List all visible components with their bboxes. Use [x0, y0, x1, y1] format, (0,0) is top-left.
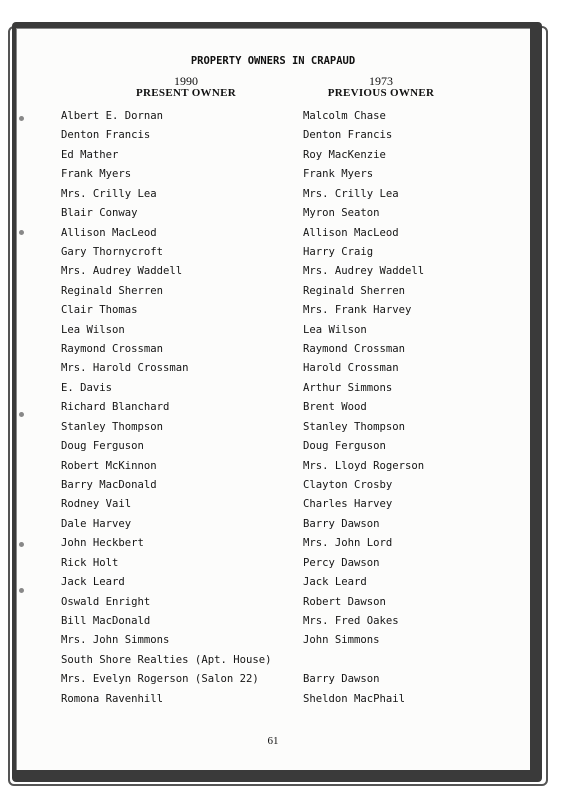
table-row	[16, 188, 530, 207]
table-row	[16, 129, 530, 148]
document-page	[16, 28, 530, 770]
present-owner-cell: Blair Conway	[61, 207, 138, 220]
table-row	[16, 324, 530, 343]
page-number: 61	[267, 735, 279, 747]
previous-owner-cell: Harry Craig	[303, 245, 374, 258]
table-row	[16, 362, 530, 381]
previous-owner-heading: PREVIOUS OWNER	[327, 87, 435, 99]
table-row	[16, 285, 530, 304]
table-row	[16, 673, 530, 692]
table-row	[16, 576, 530, 595]
present-owner-cell: Mrs. Crilly Lea	[61, 187, 157, 200]
owners-table	[16, 110, 530, 712]
present-year: 1990	[174, 74, 198, 88]
table-row	[16, 440, 530, 459]
previous-owner-cell: Allison MacLeod	[303, 226, 399, 239]
previous-year: 1973	[369, 74, 393, 88]
previous-owner-cell: Roy MacKenzie	[303, 148, 386, 161]
present-owner-cell: Allison MacLeod	[61, 226, 157, 239]
previous-owner-cell: Brent Wood	[303, 401, 367, 414]
present-owner-cell: South Shore Realties (Apt. House)	[61, 653, 272, 666]
table-row	[16, 110, 530, 129]
table-row	[16, 460, 530, 479]
page-title: PROPERTY OWNERS IN CRAPAUD	[190, 55, 356, 67]
previous-owner-cell: Percy Dawson	[303, 556, 380, 569]
previous-owner-cell: Mrs. Lloyd Rogerson	[303, 459, 425, 472]
present-owner-cell: Mrs. Audrey Waddell	[61, 265, 183, 278]
previous-owner-cell: Robert Dawson	[303, 595, 386, 608]
present-owner-cell: John Heckbert	[61, 537, 144, 550]
previous-owner-cell: Mrs. Frank Harvey	[303, 304, 412, 317]
previous-owner-cell: Doug Ferguson	[303, 440, 386, 453]
present-owner-cell: Lea Wilson	[61, 323, 125, 336]
present-owner-cell: Oswald Enright	[61, 595, 151, 608]
previous-owner-cell: Myron Seaton	[303, 207, 380, 220]
table-row	[16, 615, 530, 634]
previous-owner-cell: Mrs. John Lord	[303, 537, 393, 550]
present-owner-heading: PRESENT OWNER	[136, 87, 236, 99]
table-row	[16, 149, 530, 168]
table-row	[16, 693, 530, 712]
present-owner-cell: Raymond Crossman	[61, 343, 164, 356]
previous-owner-cell: Frank Myers	[303, 168, 374, 181]
previous-owner-cell: Harold Crossman	[303, 362, 399, 375]
present-owner-cell: Frank Myers	[61, 168, 132, 181]
present-owner-cell: Mrs. Evelyn Rogerson (Salon 22)	[61, 673, 259, 686]
present-owner-cell: Clair Thomas	[61, 304, 138, 317]
present-owner-cell: Doug Ferguson	[61, 440, 144, 453]
present-owner-cell: Ed Mather	[61, 148, 119, 161]
previous-owner-cell: Malcolm Chase	[303, 110, 386, 122]
present-owner-cell: E. Davis	[61, 381, 113, 394]
present-owner-cell: Stanley Thompson	[61, 420, 164, 433]
previous-owner-cell: Arthur Simmons	[303, 381, 393, 394]
present-owner-cell: Rick Holt	[61, 556, 119, 569]
present-owner-cell: Mrs. John Simmons	[61, 634, 170, 647]
previous-owner-cell: Barry Dawson	[303, 673, 380, 686]
previous-owner-cell: Mrs. Fred Oakes	[303, 614, 399, 627]
table-row	[16, 537, 530, 556]
table-row	[16, 207, 530, 226]
present-owner-cell: Jack Leard	[61, 576, 125, 589]
previous-owner-cell: Barry Dawson	[303, 517, 380, 530]
table-row	[16, 557, 530, 576]
table-row	[16, 498, 530, 517]
previous-owner-cell: Sheldon MacPhail	[303, 692, 406, 705]
previous-owner-cell: Mrs. Audrey Waddell	[303, 265, 425, 278]
present-owner-cell: Barry MacDonald	[61, 479, 157, 492]
previous-owner-cell: Lea Wilson	[303, 323, 367, 336]
present-owner-cell: Mrs. Harold Crossman	[61, 362, 189, 375]
present-owner-cell: Romona Ravenhill	[61, 692, 164, 705]
table-row	[16, 227, 530, 246]
table-row	[16, 401, 530, 420]
previous-owner-cell: Denton Francis	[303, 129, 393, 142]
present-owner-cell: Robert McKinnon	[61, 459, 157, 472]
present-owner-cell: Bill MacDonald	[61, 614, 151, 627]
present-owner-cell: Rodney Vail	[61, 498, 132, 511]
table-row	[16, 382, 530, 401]
present-owner-cell: Reginald Sherren	[61, 284, 164, 297]
previous-owner-cell: Clayton Crosby	[303, 479, 393, 492]
table-row	[16, 634, 530, 653]
table-row	[16, 518, 530, 537]
previous-owner-cell: Reginald Sherren	[303, 284, 406, 297]
table-row	[16, 304, 530, 323]
table-row	[16, 479, 530, 498]
previous-owner-cell: Stanley Thompson	[303, 420, 406, 433]
table-row	[16, 421, 530, 440]
present-owner-cell: Richard Blanchard	[61, 401, 170, 414]
previous-owner-cell: Raymond Crossman	[303, 343, 406, 356]
table-row	[16, 168, 530, 187]
table-row	[16, 343, 530, 362]
table-row	[16, 596, 530, 615]
present-owner-cell: Gary Thornycroft	[61, 245, 164, 258]
table-row	[16, 265, 530, 284]
previous-owner-cell: John Simmons	[303, 634, 380, 647]
previous-owner-cell: Mrs. Crilly Lea	[303, 187, 399, 200]
previous-owner-cell: Charles Harvey	[303, 498, 393, 511]
table-row	[16, 654, 530, 673]
previous-owner-cell: Jack Leard	[303, 576, 367, 589]
present-owner-cell: Denton Francis	[61, 129, 151, 142]
present-owner-cell: Albert E. Dornan	[61, 110, 164, 122]
present-owner-cell: Dale Harvey	[61, 517, 132, 530]
table-row	[16, 246, 530, 265]
